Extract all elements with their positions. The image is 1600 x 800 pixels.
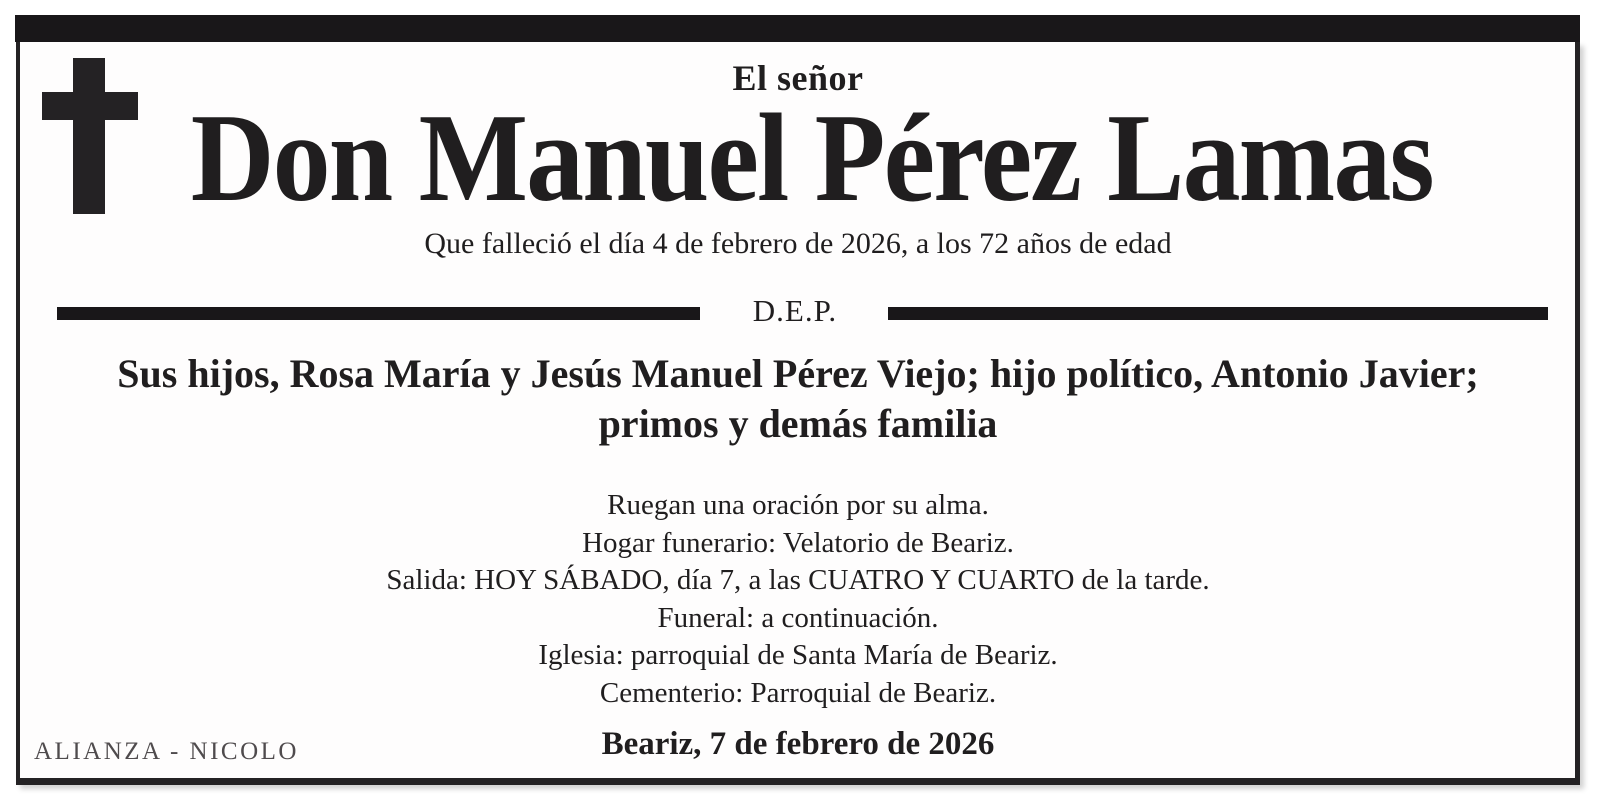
funeral-home-brand: ALIANZA - NICOLO xyxy=(34,738,299,765)
header-title: El señor xyxy=(732,58,864,98)
dep-abbreviation: D.E.P. xyxy=(752,293,838,328)
funeral-home-line: Hogar funerario: Velatorio de Beariz. xyxy=(582,526,1014,559)
church-line: Iglesia: parroquial de Santa María de Beariz. xyxy=(538,639,1058,672)
departure-line: Salida: HOY SÁBADO, día 7, a las CUATRO Y CUARTO de la tarde. xyxy=(386,564,1210,597)
family-block xyxy=(16,349,1580,449)
deceased-name: Don Manuel Pérez Lamas xyxy=(190,89,1433,228)
top-black-bar xyxy=(15,15,1580,42)
dep-left-bar xyxy=(57,307,700,320)
prayer-line: Ruegan una oración por su alma. xyxy=(607,489,989,521)
place-date: Beariz, 7 de febrero de 2026 xyxy=(601,726,995,762)
death-date-line: Que falleció el día 4 de febrero de 2026, a los 72 años de edad xyxy=(424,227,1172,260)
family-line-1: Sus hijos, Rosa María y Jesús Manuel Pérez Viejo; hijo político, Antonio Javier; xyxy=(117,351,1479,396)
dep-right-bar xyxy=(888,307,1548,320)
funeral-line: Funeral: a continuación. xyxy=(657,601,939,634)
family-line-2: primos y demás familia xyxy=(598,401,998,446)
cemetery-line: Cementerio: Parroquial de Beariz. xyxy=(599,676,997,709)
service-details-block xyxy=(16,487,1580,713)
